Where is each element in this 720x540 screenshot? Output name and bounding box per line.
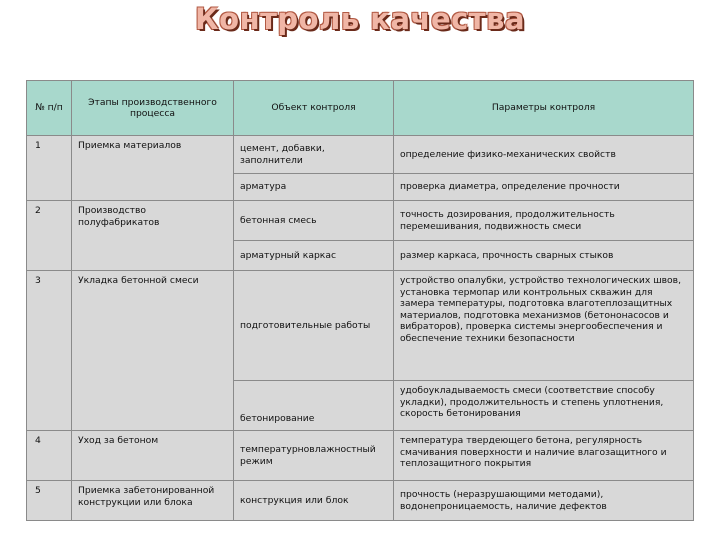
row-stage: Приемка забетонированной конструкции или блока	[72, 481, 234, 521]
header-num: № п/п	[27, 81, 72, 136]
row-params: определение физико-механических свойств	[394, 136, 694, 174]
row-params: проверка диаметра, определение прочности	[394, 174, 694, 201]
row-object: бетонная смесь	[234, 201, 394, 241]
row-num: 4	[27, 431, 72, 481]
table-row	[27, 481, 694, 521]
header-params: Параметры контроля	[394, 81, 694, 136]
row-stage: Производство полуфабрикатов	[72, 201, 234, 271]
row-num: 3	[27, 271, 72, 431]
row-object: арматура	[234, 174, 394, 201]
row-params: прочность (неразрушающими методами), водонепроницаемость, наличие дефектов	[394, 481, 694, 521]
row-num: 5	[27, 481, 72, 521]
header-stage: Этапы производственного процесса	[72, 81, 234, 136]
row-object: бетонирование	[234, 381, 394, 431]
row-params: устройство опалубки, устройство технологических швов, установка термопар или контрольных скважин для замера температуры, подготовка влаготеплозащитных материалов, подготовка механизмов (бетононасосов и вибраторов), проверка системы энергообеспечения и обеспечение техники безопасности	[394, 271, 694, 381]
table-header-row	[27, 81, 694, 136]
table-row	[27, 136, 694, 174]
row-params: размер каркаса, прочность сварных стыков	[394, 241, 694, 271]
row-object: конструкция или блок	[234, 481, 394, 521]
row-object: температурновлажностный режим	[234, 431, 394, 481]
row-object: цемент, добавки, заполнители	[234, 136, 394, 174]
row-params: температура твердеющего бетона, регулярность смачивания поверхности и наличие влагозащитного и теплозащитного покрытия	[394, 431, 694, 481]
table-row	[27, 271, 694, 381]
page-title: Контроль качества	[194, 2, 526, 36]
row-object: подготовительные работы	[234, 271, 394, 381]
quality-control-table	[26, 80, 694, 521]
row-stage: Приемка материалов	[72, 136, 234, 201]
table-row	[27, 431, 694, 481]
row-num: 1	[27, 136, 72, 201]
row-stage: Уход за бетоном	[72, 431, 234, 481]
row-object: арматурный каркас	[234, 241, 394, 271]
table-row	[27, 201, 694, 241]
row-params: удобоукладываемость смеси (соответствие способу укладки), продолжительность и степень уплотнения, скорость бетонирования	[394, 381, 694, 431]
row-num: 2	[27, 201, 72, 271]
header-object: Объект контроля	[234, 81, 394, 136]
row-stage: Укладка бетонной смеси	[72, 271, 234, 431]
row-params: точность дозирования, продолжительность перемешивания, подвижность смеси	[394, 201, 694, 241]
